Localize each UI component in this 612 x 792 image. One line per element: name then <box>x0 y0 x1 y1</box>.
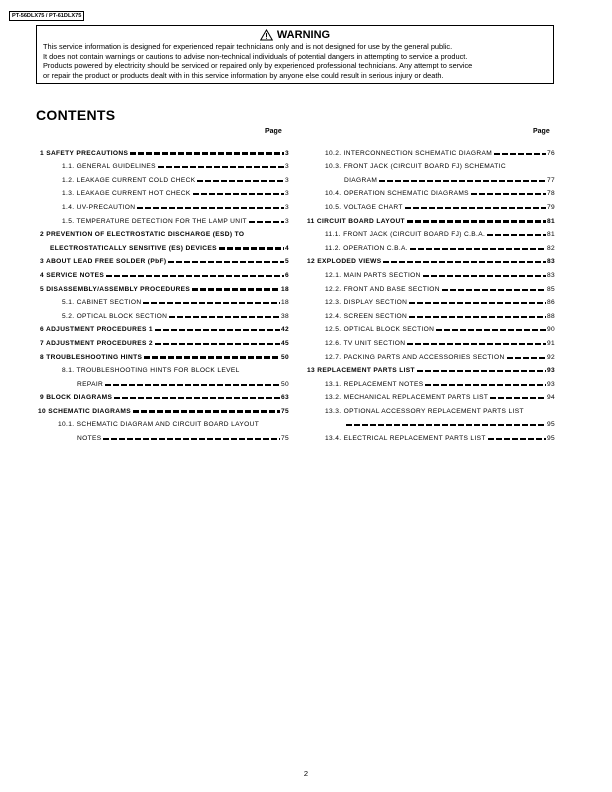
toc-entry[interactable] <box>40 212 289 226</box>
warning-heading <box>43 28 547 42</box>
toc-entry-page: 85 <box>546 285 555 293</box>
toc-entry-title: 11 CIRCUIT BOARD LAYOUT <box>307 217 405 225</box>
toc-entry-title: 10 SCHEMATIC DIAGRAMS <box>38 407 131 415</box>
toc-entry-title: 12.5. OPTICAL BLOCK SECTION <box>325 326 435 334</box>
toc-entry-title: 12.2. FRONT AND BASE SECTION <box>325 285 440 293</box>
toc-entry-page: 6 <box>284 271 289 279</box>
toc-entry-title: 10.1. SCHEMATIC DIAGRAM AND CIRCUIT BOARD LAYOUT <box>58 421 260 429</box>
toc-entry-title: 1.2. LEAKAGE CURRENT COLD CHECK <box>62 176 196 184</box>
toc-entry-title: 6 ADJUSTMENT PROCEDURES 1 <box>40 326 153 334</box>
toc-entry-title: 1 SAFETY PRECAUTIONS <box>40 149 129 157</box>
toc-right-column <box>307 144 555 443</box>
toc-entry-title: 12.1. MAIN PARTS SECTION <box>325 271 421 279</box>
toc-entry-page: 42 <box>280 326 289 334</box>
contents-title: CONTENTS <box>36 107 116 123</box>
dot-leader <box>193 193 284 195</box>
page-column-label-left: Page <box>265 128 282 135</box>
toc-entry-title: 1.4. UV-PRECAUTION <box>62 203 136 211</box>
toc-entry[interactable] <box>40 294 289 308</box>
dot-leader <box>144 356 280 358</box>
toc-entry[interactable] <box>40 389 289 403</box>
toc-entry-page: 38 <box>280 312 289 320</box>
page-number: 2 <box>303 769 309 778</box>
dot-leader <box>423 275 546 277</box>
toc-entry[interactable] <box>307 226 555 240</box>
dot-leader <box>409 302 546 304</box>
toc-entry-page: 18 <box>280 299 289 307</box>
toc-entry[interactable] <box>307 144 555 158</box>
toc-entry-title: 12.3. DISPLAY SECTION <box>325 299 408 307</box>
toc-entry-title: DIAGRAM <box>344 176 378 184</box>
toc-entry[interactable] <box>307 212 555 226</box>
dot-leader <box>417 370 546 372</box>
toc-entry[interactable] <box>307 389 555 403</box>
dot-leader <box>407 343 546 345</box>
dot-leader <box>442 289 546 291</box>
toc-entry-title: 12 EXPLODED VIEWS <box>307 258 382 266</box>
dot-leader <box>249 221 284 223</box>
dot-leader <box>103 438 279 440</box>
toc-entry-title: NOTES <box>77 435 102 443</box>
warning-title: WARNING <box>276 29 331 41</box>
toc-entry-continuation[interactable] <box>40 375 289 389</box>
toc-entry[interactable] <box>307 348 555 362</box>
toc-entry-title: 1.5. TEMPERATURE DETECTION FOR THE LAMP UNIT <box>62 217 247 225</box>
toc-entry-page: 5 <box>284 258 289 266</box>
toc-entry[interactable] <box>307 321 555 335</box>
dot-leader <box>436 329 546 331</box>
toc-entry-title: 2 PREVENTION OF ELECTROSTATIC DISCHARGE (ESD) TO <box>40 231 245 239</box>
toc-entry[interactable] <box>40 307 289 321</box>
toc-entry-page: 86 <box>546 299 555 307</box>
toc-entry[interactable] <box>40 226 289 240</box>
toc-entry-title: 10.3. FRONT JACK (CIRCUIT BOARD FJ) SCHEMATIC <box>325 163 506 171</box>
toc-entry[interactable] <box>40 266 289 280</box>
toc-entry[interactable] <box>307 158 555 172</box>
toc-entry-title: 3 ABOUT LEAD FREE SOLDER (PbF) <box>40 258 167 266</box>
dot-leader <box>155 329 280 331</box>
toc-entry-title: 10.5. VOLTAGE CHART <box>325 203 403 211</box>
dot-leader <box>409 316 546 318</box>
toc-entry[interactable] <box>307 429 555 443</box>
toc-entry[interactable] <box>40 185 289 199</box>
toc-entry-title: REPAIR <box>77 380 104 388</box>
toc-entry-page: 75 <box>280 407 289 415</box>
dot-leader <box>197 180 283 182</box>
toc-entry-page: 88 <box>546 312 555 320</box>
dot-leader <box>130 152 284 154</box>
dot-leader <box>494 153 546 155</box>
warning-triangle-icon <box>260 29 273 41</box>
toc-entry-page: 79 <box>546 203 555 211</box>
toc-entry[interactable] <box>307 280 555 294</box>
dot-leader <box>407 220 546 222</box>
toc-entry-title: 11.2. OPERATION C.B.A. <box>325 244 408 252</box>
toc-entry-page: 81 <box>546 231 555 239</box>
toc-entry-page: 50 <box>280 353 289 361</box>
dot-leader <box>106 275 284 277</box>
toc-entry-continuation[interactable] <box>307 416 555 430</box>
toc-entry-page: 82 <box>546 244 555 252</box>
toc-entry-continuation[interactable] <box>307 171 555 185</box>
dot-leader <box>405 207 546 209</box>
model-tag: PT-56DLX75 / PT-61DLX75 <box>9 11 84 21</box>
dot-leader <box>158 166 284 168</box>
toc-entry-continuation[interactable] <box>40 239 289 253</box>
toc-entry-page: 91 <box>546 339 555 347</box>
toc-entry[interactable] <box>307 362 555 376</box>
toc-entry-page: 81 <box>546 217 555 225</box>
toc-entry-page: 63 <box>280 394 289 402</box>
toc-entry-page: 93 <box>546 380 555 388</box>
dot-leader <box>346 424 546 426</box>
toc-entry-page: 93 <box>546 367 555 375</box>
dot-leader <box>219 247 284 249</box>
dot-leader <box>137 207 284 209</box>
dot-leader <box>471 193 546 195</box>
toc-entry-title: 12.4. SCREEN SECTION <box>325 312 408 320</box>
toc-entry-page: 76 <box>546 149 555 157</box>
toc-entry-page: 95 <box>546 421 555 429</box>
toc-entry[interactable] <box>40 171 289 185</box>
toc-entry-title: 10.4. OPERATION SCHEMATIC DIAGRAMS <box>325 190 469 198</box>
toc-entry[interactable] <box>307 198 555 212</box>
toc-entry-page: 92 <box>546 353 555 361</box>
dot-leader <box>192 288 280 290</box>
toc-entry[interactable] <box>40 416 289 430</box>
page-column-label-right: Page <box>533 128 550 135</box>
toc-entry[interactable] <box>307 294 555 308</box>
toc-entry-page: 94 <box>546 394 555 402</box>
toc-entry-title: 1.3. LEAKAGE CURRENT HOT CHECK <box>62 190 191 198</box>
toc-entry-title: 13 REPLACEMENT PARTS LIST <box>307 367 415 375</box>
toc-entry-title: 12.7. PACKING PARTS AND ACCESSORIES SECTION <box>325 353 505 361</box>
toc-entry-title: 5.2. OPTICAL BLOCK SECTION <box>62 312 168 320</box>
toc-entry-title: 10.2. INTERCONNECTION SCHEMATIC DIAGRAM <box>325 149 493 157</box>
toc-entry-title: 8.1. TROUBLESHOOTING HINTS FOR BLOCK LEVEL <box>62 367 240 375</box>
dot-leader <box>379 180 546 182</box>
dot-leader <box>507 357 546 359</box>
toc-entry-page: 50 <box>280 380 289 388</box>
dot-leader <box>488 438 546 440</box>
toc-entry[interactable] <box>40 253 289 267</box>
toc-entry-title: ELECTROSTATICALLY SENSITIVE (ES) DEVICES <box>50 244 217 252</box>
dot-leader <box>168 261 284 263</box>
dot-leader <box>114 397 280 399</box>
toc-entry-title: 13.1. REPLACEMENT NOTES <box>325 380 424 388</box>
toc-entry-title: 7 ADJUSTMENT PROCEDURES 2 <box>40 339 153 347</box>
toc-entry-title: 13.3. OPTIONAL ACCESSORY REPLACEMENT PARTS LIST <box>325 407 524 415</box>
toc-entry-page: 3 <box>284 203 289 211</box>
toc-entry-page: 83 <box>546 271 555 279</box>
toc-entry-title: 5.1. CABINET SECTION <box>62 299 142 307</box>
toc-entry-page: 3 <box>284 190 289 198</box>
dot-leader <box>383 261 545 263</box>
toc-entry-page: 90 <box>546 326 555 334</box>
toc-entry[interactable] <box>307 266 555 280</box>
toc-entry[interactable] <box>307 239 555 253</box>
dot-leader <box>143 302 280 304</box>
toc-entry[interactable] <box>40 348 289 362</box>
dot-leader <box>425 384 546 386</box>
toc-entry-title: 9 BLOCK DIAGRAMS <box>40 394 113 402</box>
warning-line: or repair the product or products dealt with in this service information by anyone else could result in serious injury or death. <box>43 71 444 81</box>
warning-line: This service information is designed for experienced repair technicians only and is not designed for use by the general public. <box>43 42 453 51</box>
toc-entry[interactable] <box>307 402 555 416</box>
warning-box <box>36 25 554 84</box>
toc-entry[interactable] <box>40 362 289 376</box>
toc-entry-page: 3 <box>284 176 289 184</box>
toc-entry-page: 45 <box>280 339 289 347</box>
toc-entry-title: 12.6. TV UNIT SECTION <box>325 339 406 347</box>
dot-leader <box>105 384 280 386</box>
toc-entry[interactable] <box>307 185 555 199</box>
toc-entry-title: 8 TROUBLESHOOTING HINTS <box>40 353 143 361</box>
toc-entry-title: 13.2. MECHANICAL REPLACEMENT PARTS LIST <box>325 394 489 402</box>
toc-entry-page: 3 <box>284 163 289 171</box>
toc-entry[interactable] <box>307 307 555 321</box>
toc-entry[interactable] <box>40 280 289 294</box>
warning-line: It does not contain warnings or cautions to advise non-technical individuals of potential dangers in attempting to service a product. <box>43 51 468 61</box>
toc-entry[interactable] <box>40 321 289 335</box>
toc-entry-page: 18 <box>280 285 289 293</box>
toc-entry[interactable] <box>40 158 289 172</box>
dot-leader <box>169 316 280 318</box>
toc-entry-title: 5 DISASSEMBLY/ASSEMBLY PROCEDURES <box>40 285 191 293</box>
toc-entry[interactable] <box>40 144 289 158</box>
toc-entry-page: 3 <box>284 217 289 225</box>
toc-entry[interactable] <box>38 402 289 416</box>
toc-entry-page: 75 <box>280 435 289 443</box>
toc-entry-continuation[interactable] <box>40 429 289 443</box>
toc-left-column <box>40 144 289 443</box>
toc-entry-title: 11.1. FRONT JACK (CIRCUIT BOARD FJ) C.B.A. <box>325 231 486 239</box>
toc-entry-page: 78 <box>546 190 555 198</box>
toc-entry-page: 77 <box>546 176 555 184</box>
toc-entry-page: 83 <box>546 258 555 266</box>
dot-leader <box>155 343 280 345</box>
toc-entry[interactable] <box>40 334 289 348</box>
toc-entry-page: 4 <box>284 244 289 252</box>
dot-leader <box>490 397 546 399</box>
warning-line: Products powered by electricity should be serviced or repaired only by experienced professional technicians. Any attempt to service <box>43 61 473 71</box>
toc-entry-page: 95 <box>546 435 555 443</box>
toc-entry[interactable] <box>307 375 555 389</box>
toc-entry-title: 13.4. ELECTRICAL REPLACEMENT PARTS LIST <box>325 435 486 443</box>
dot-leader <box>487 234 546 236</box>
dot-leader <box>133 410 280 412</box>
toc-entry-page: 3 <box>284 149 289 157</box>
toc-entry[interactable] <box>40 198 289 212</box>
toc-entry[interactable] <box>307 334 555 348</box>
dot-leader <box>410 248 546 250</box>
toc-entry[interactable] <box>307 253 555 267</box>
toc-entry-title: 4 SERVICE NOTES <box>40 271 105 279</box>
toc-entry-title: 1.1. GENERAL GUIDELINES <box>62 163 156 171</box>
